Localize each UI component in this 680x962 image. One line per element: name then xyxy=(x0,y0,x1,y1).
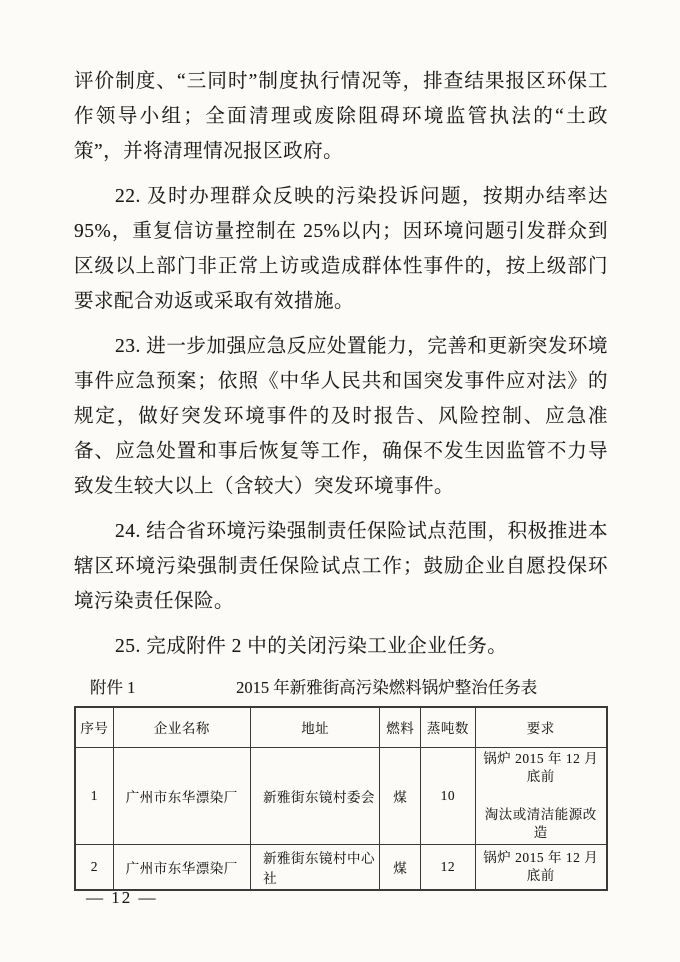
paragraph: 评价制度、“三同时”制度执行情况等，排查结果报区环保工作领导小组；全面清理或废除阻碍环境监管执法的“土政策”，并将清理情况报区政府。 xyxy=(74,71,608,162)
table-cell xyxy=(475,844,607,890)
requirement-line: 锅炉 2015 年 12 月底前 xyxy=(483,750,599,784)
table-header-row xyxy=(75,707,607,747)
document-body xyxy=(74,64,608,891)
table-row xyxy=(75,747,607,844)
page-number: — 12 — xyxy=(86,888,158,907)
paragraph: 24. 结合省环境污染强制责任保险试点范围，积极推进本辖区环境污染强制责任保险试点工作；鼓励企业自愿投保环境污染责任保险。 xyxy=(74,521,608,612)
table-row xyxy=(75,844,607,890)
attachment-table-title: 2015 年新雅街高污染燃料锅炉整治任务表 xyxy=(236,678,538,697)
table-cell: 10 xyxy=(421,747,475,844)
paragraph: 23. 进一步加强应急反应处置能力，完善和更新突发环境事件应急预案；依照《中华人民共和国突发事件应对法》的规定，做好突发环境事件的及时报告、风险控制、应急准备、应急处置和事后恢复等工作，确保不发生因监管不力导致发生较大以上（含较大）突发环境事件。 xyxy=(74,336,608,497)
table-header-cell: 地址 xyxy=(251,707,380,747)
requirement-line: 锅炉 2015 年 12 月底前 xyxy=(483,849,599,883)
table-cell: 煤 xyxy=(380,844,421,890)
table-header-cell: 蒸吨数 xyxy=(421,707,475,747)
table-cell: 1 xyxy=(75,747,113,844)
table-header-cell: 企业名称 xyxy=(113,707,250,747)
requirement-line: 淘汰或清洁能源改造 xyxy=(484,806,597,840)
table-cell: 广州市东华漂染厂 xyxy=(113,844,250,890)
table-cell: 煤 xyxy=(380,747,421,844)
table-cell: 12 xyxy=(421,844,475,890)
table-cell: 广州市东华漂染厂 xyxy=(113,747,250,844)
table-header-cell: 要求 xyxy=(475,707,607,747)
attachment-label: 附件 1 xyxy=(90,678,136,697)
body-paragraphs xyxy=(74,64,608,664)
paragraph: 25. 完成附件 2 中的关闭污染工业企业任务。 xyxy=(114,636,508,657)
table-cell: 2 xyxy=(75,844,113,890)
paragraph: 22. 及时办理群众反映的污染投诉问题，按期办结率达 95%，重复信访量控制在 25%以内；因环境问题引发群众到区级以上部门非正常上访或造成群体性事件的，按上级部门要求配合劝返或采取有效措施。 xyxy=(74,186,608,312)
boiler-remediation-table xyxy=(74,706,608,891)
table-cell: 新雅街东镜村委会 xyxy=(251,747,380,844)
attachment-heading xyxy=(74,674,608,698)
table-header-cell: 燃料 xyxy=(380,707,421,747)
table-cell: 新雅街东镜村中心社 xyxy=(251,844,380,890)
table-cell xyxy=(475,747,607,844)
table-header-cell: 序号 xyxy=(75,707,113,747)
